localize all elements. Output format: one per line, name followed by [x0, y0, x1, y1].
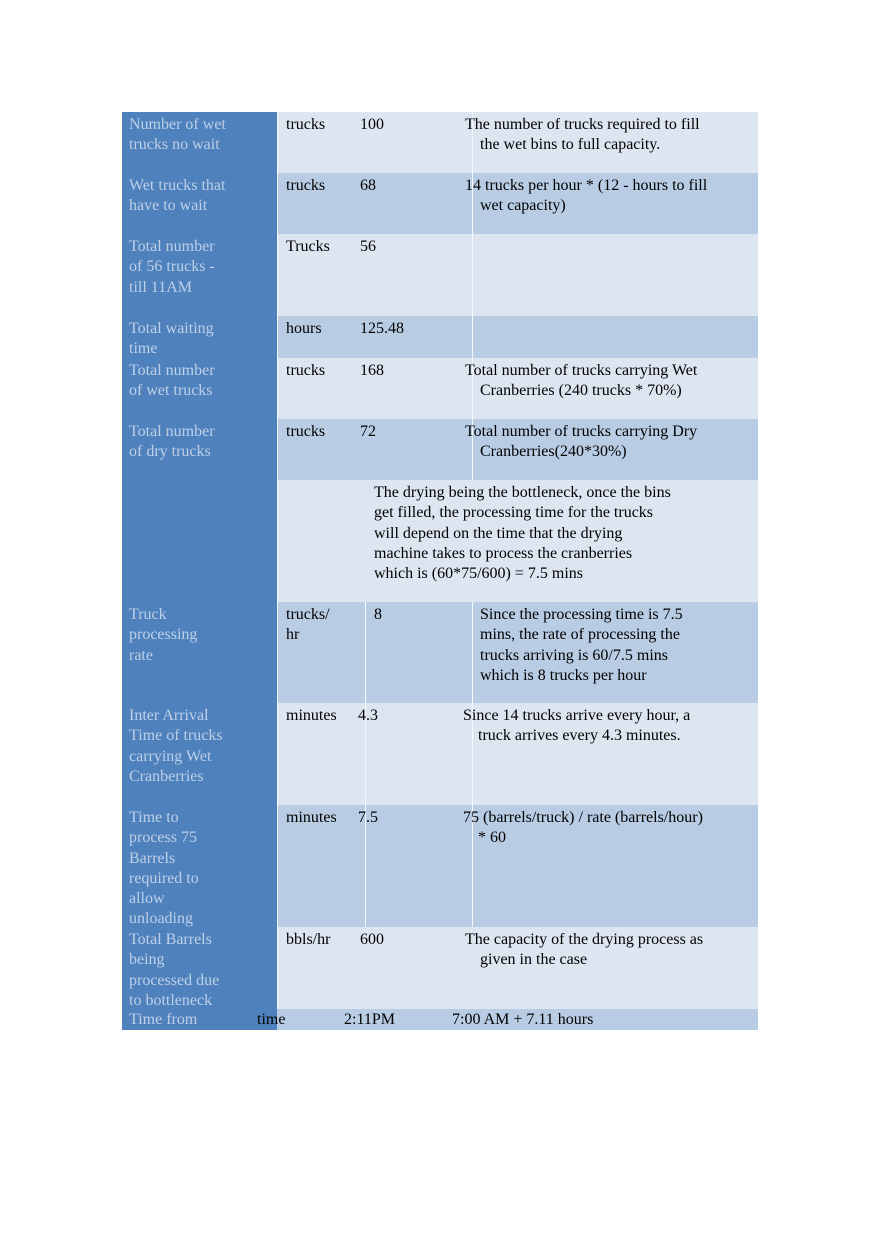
row-unit: trucks: [286, 177, 326, 194]
row-value: 2:11PM: [344, 1011, 395, 1028]
row-note: 14 trucks per hour * (12 - hours to fill wet capacity): [465, 177, 708, 215]
row-unit: hours: [286, 320, 322, 337]
table-row: [122, 805, 758, 927]
row-note: 75 (barrels/truck) / rate (barrels/hour) * 60: [463, 809, 703, 847]
table-row: [122, 234, 758, 316]
row-unit: trucks/ hr: [286, 606, 330, 644]
table-row: [122, 602, 758, 703]
row-value: 72: [360, 423, 376, 440]
row-label: Total number of 56 trucks - till 11AM: [122, 234, 277, 316]
table-row: [122, 703, 758, 805]
row-label: [122, 480, 277, 602]
row-note: 7:00 AM + 7.11 hours: [452, 1011, 594, 1028]
table-row: [122, 316, 758, 358]
row-value: 125.48: [360, 320, 404, 337]
table-row: [122, 480, 758, 602]
row-unit: trucks: [286, 362, 326, 379]
row-unit: time: [257, 1011, 286, 1028]
row-label: Wet trucks that have to wait: [122, 173, 277, 234]
row-label: Inter Arrival Time of trucks carrying Wet Cranberries: [122, 703, 277, 805]
row-note: The drying being the bottleneck, once the bins get filled, the processing time for the trucks will depend on the time that the drying machine takes to process the cranberries which is (60*75/600) = 7.5 mins: [374, 484, 671, 583]
row-note: Total number of trucks carrying Wet Cranberries (240 trucks * 70%): [465, 362, 698, 400]
row-value: 100: [360, 116, 384, 133]
row-value: 4.3: [358, 707, 378, 724]
row-unit: Trucks: [286, 238, 330, 255]
row-unit: minutes: [286, 707, 337, 724]
row-note: Total number of trucks carrying Dry Cranberries(240*30%): [465, 423, 698, 461]
row-value: 56: [360, 238, 376, 255]
row-value: 7.5: [358, 809, 378, 826]
row-value: 168: [360, 362, 384, 379]
row-label: Total number of dry trucks: [122, 419, 277, 480]
table-row: [122, 358, 758, 419]
table-row: [122, 173, 758, 234]
row-note: Since 14 trucks arrive every hour, a truck arrives every 4.3 minutes.: [463, 707, 691, 745]
table-row: [122, 1009, 758, 1030]
row-note: Since the processing time is 7.5 mins, the rate of processing the trucks arriving is 60/7.5 mins which is 8 trucks per hour: [480, 606, 683, 684]
row-note: The number of trucks required to fill the wet bins to full capacity.: [465, 116, 700, 154]
row-unit: bbls/hr: [286, 931, 331, 948]
row-value: 8: [374, 606, 382, 623]
row-label: Time from: [122, 1009, 277, 1030]
row-label: Time to process 75 Barrels required to allow unloading: [122, 805, 277, 927]
row-label: Total waiting time: [122, 316, 277, 358]
row-label: Number of wet trucks no wait: [122, 112, 277, 173]
row-unit: trucks: [286, 116, 326, 133]
table-row: [122, 419, 758, 480]
row-label: Truck processing rate: [122, 602, 277, 703]
row-note: The capacity of the drying process as given in the case: [465, 931, 704, 969]
row-unit: minutes: [286, 809, 337, 826]
row-label: Total number of wet trucks: [122, 358, 277, 419]
table-row: [122, 927, 758, 1009]
row-value: 68: [360, 177, 376, 194]
row-label: Total Barrels being processed due to bottleneck: [122, 927, 277, 1009]
table-row: [122, 112, 758, 173]
row-value: 600: [360, 931, 384, 948]
row-unit: trucks: [286, 423, 326, 440]
